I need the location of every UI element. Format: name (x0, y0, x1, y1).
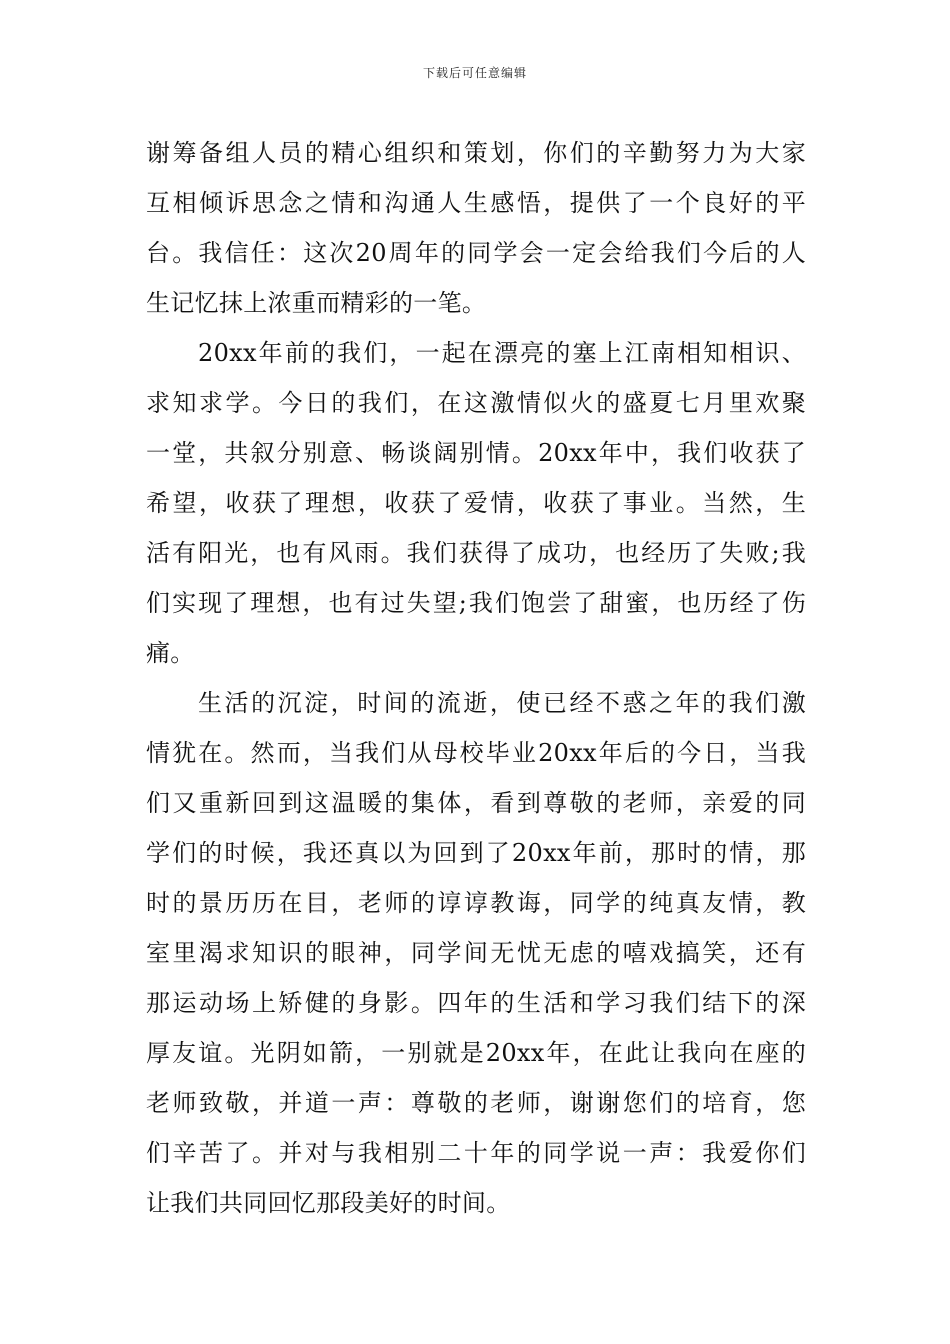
text-line: 学们的时候，我还真以为回到了20xx年前，那时的情，那 (146, 839, 806, 867)
text-line: 痛。 (146, 639, 195, 667)
text-line: 室里渴求知识的眼神，同学间无忧无虑的嘻戏搞笑，还有 (146, 939, 806, 967)
text-line: 谢筹备组人员的精心组织和策划，你们的辛勤努力为大家 (146, 139, 806, 167)
text-line: 台。我信任：这次20周年的同学会一定会给我们今后的人 (146, 239, 806, 267)
document-body (146, 128, 806, 1228)
text-line: 情犹在。然而，当我们从母校毕业20xx年后的今日，当我 (146, 739, 806, 767)
text-line: 希望，收获了理想，收获了爱情，收获了事业。当然，生 (146, 489, 806, 517)
text-line: 互相倾诉思念之情和沟通人生感悟，提供了一个良好的平 (146, 189, 806, 217)
text-line: 们又重新回到这温暖的集体，看到尊敬的老师，亲爱的同 (146, 789, 806, 817)
text-line: 让我们共同回忆那段美好的时间。 (146, 1189, 511, 1217)
paragraph-1 (146, 128, 806, 328)
text-line: 那运动场上矫健的身影。四年的生活和学习我们结下的深 (146, 989, 806, 1017)
text-line: 20xx年前的我们，一起在漂亮的塞上江南相知相识、 (198, 339, 806, 367)
text-line: 一堂，共叙分别意、畅谈阔别情。20xx年中，我们收获了 (146, 439, 806, 467)
text-line: 老师致敬，并道一声：尊敬的老师，谢谢您们的培育，您 (146, 1089, 806, 1117)
text-line: 生记忆抹上浓重而精彩的一笔。 (146, 289, 487, 317)
text-line: 厚友谊。光阴如箭，一别就是20xx年，在此让我向在座的 (146, 1039, 806, 1067)
paragraph-2 (146, 328, 806, 678)
text-line: 活有阳光，也有风雨。我们获得了成功，也经历了失败;我 (146, 539, 806, 567)
text-line: 们实现了理想，也有过失望;我们饱尝了甜蜜，也历经了伤 (146, 589, 806, 617)
text-line: 时的景历历在目，老师的谆谆教诲，同学的纯真友情，教 (146, 889, 806, 917)
text-line: 求知求学。今日的我们，在这激情似火的盛夏七月里欢聚 (146, 389, 806, 417)
page-header: 下载后可任意编辑 (422, 66, 527, 80)
text-line: 生活的沉淀，时间的流逝，使已经不惑之年的我们激 (198, 689, 806, 717)
paragraph-3 (146, 678, 806, 1228)
text-line: 们辛苦了。并对与我相别二十年的同学说一声：我爱你们 (146, 1139, 806, 1167)
